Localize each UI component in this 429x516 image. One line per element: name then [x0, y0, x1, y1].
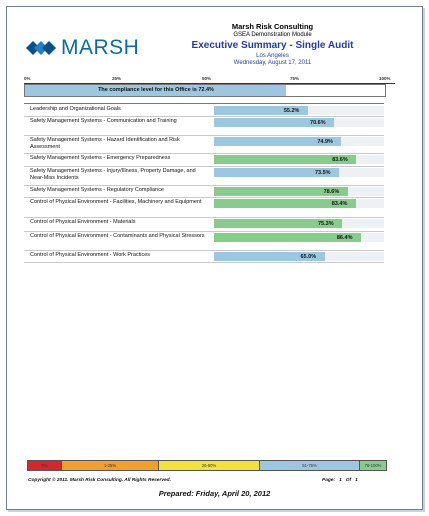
row-divider	[24, 166, 384, 167]
row-divider	[24, 197, 384, 198]
bar-value-label: 75.3%	[318, 220, 334, 227]
row-divider	[24, 262, 384, 263]
bar-value-label: 78.6%	[323, 188, 340, 195]
marsh-logo	[26, 36, 139, 60]
bar-value-label: 65.0%	[300, 253, 317, 260]
scale-tick-25: 25%	[112, 76, 122, 81]
company-name: Marsh Risk Consulting	[231, 22, 314, 31]
row-divider	[24, 185, 384, 186]
bar-value-label: 73.5%	[314, 169, 331, 176]
row-divider	[24, 135, 384, 136]
legend-segment: 0%	[28, 461, 62, 470]
bar-track	[214, 187, 384, 196]
scale-tick-75: 75%	[290, 76, 300, 81]
page-current: 1	[339, 478, 342, 483]
category-label: Control of Physical Environment - Work Practices	[30, 252, 151, 258]
category-label: Control of Physical Environment - Contaminants and Physical Stressors	[30, 233, 205, 239]
row-divider	[24, 153, 384, 154]
category-label: Safety Management Systems - Communication and Training	[30, 118, 177, 124]
bar-track	[214, 106, 384, 115]
legend-segment: 51-75%	[260, 461, 360, 470]
bar-track	[214, 252, 384, 261]
bar-track	[214, 155, 384, 164]
bar-track	[214, 168, 384, 177]
marsh-logo-icon	[26, 39, 56, 57]
scale-tick-50: 50%	[202, 76, 212, 81]
bar-track	[214, 199, 384, 208]
row-divider	[24, 231, 384, 232]
section-divider	[24, 103, 384, 104]
row-divider	[24, 217, 384, 218]
bar-value-label: 83.4%	[331, 200, 348, 207]
category-label: Safety Management Systems - Emergency Preparedness	[30, 155, 171, 161]
bar-track	[214, 219, 384, 228]
bar-track	[214, 233, 384, 242]
page-label: Page:	[322, 478, 336, 483]
prepared-date: Prepared: Friday, April 20, 2012	[158, 489, 271, 498]
category-label: Safety Management Systems - Hazard Identification and Risk Assessment	[30, 137, 180, 150]
bar-value-label: 83.6%	[332, 156, 348, 163]
bar-value-label: 55.2%	[283, 107, 300, 114]
legend-segment: 1-25%	[62, 461, 159, 470]
category-label: Control of Physical Environment - Materials	[30, 219, 136, 225]
legend-segment: 26-50%	[159, 461, 260, 470]
bar-value-label: 70.6%	[310, 119, 326, 126]
row-divider	[24, 116, 384, 117]
page-of: Of	[345, 478, 352, 483]
legend-segment: 76-100%	[360, 461, 386, 470]
logo-text: MARSH	[61, 36, 140, 59]
page-info	[322, 478, 358, 483]
page-total: 1	[355, 478, 358, 483]
category-label: Safety Management Systems - Injury/Illness, Property Damage, and Near-Miss Incidents	[30, 168, 196, 181]
bar-track	[214, 118, 384, 127]
bar-value-label: 86.4%	[336, 234, 353, 241]
report-city: Los Angeles	[256, 53, 289, 59]
copyright: Copyright © 2011. Marsh Risk Consulting. All Rights Reserved.	[28, 478, 171, 483]
legend-bar	[27, 460, 387, 471]
module-name: GSEA Demonstration Module	[233, 32, 312, 38]
category-label: Safety Management Systems - Regulatory Compliance	[30, 187, 164, 193]
scale-tick-0: 0%	[24, 76, 31, 81]
row-divider	[24, 250, 384, 251]
category-label: Leadership and Organizational Goals	[30, 106, 121, 112]
compliance-text: The compliance level for this Office is 72.4%	[98, 87, 214, 93]
bar-value-label: 74.9%	[317, 138, 333, 145]
category-label: Control of Physical Environment - Facilities, Machinery and Equipment	[30, 199, 202, 205]
compliance-bar	[24, 84, 386, 97]
report-date: Wednesday, August 17, 2011	[233, 60, 312, 66]
report-title: Executive Summary - Single Audit	[191, 40, 354, 51]
bar-track	[214, 137, 384, 146]
scale-tick-100: 100%	[379, 76, 391, 81]
